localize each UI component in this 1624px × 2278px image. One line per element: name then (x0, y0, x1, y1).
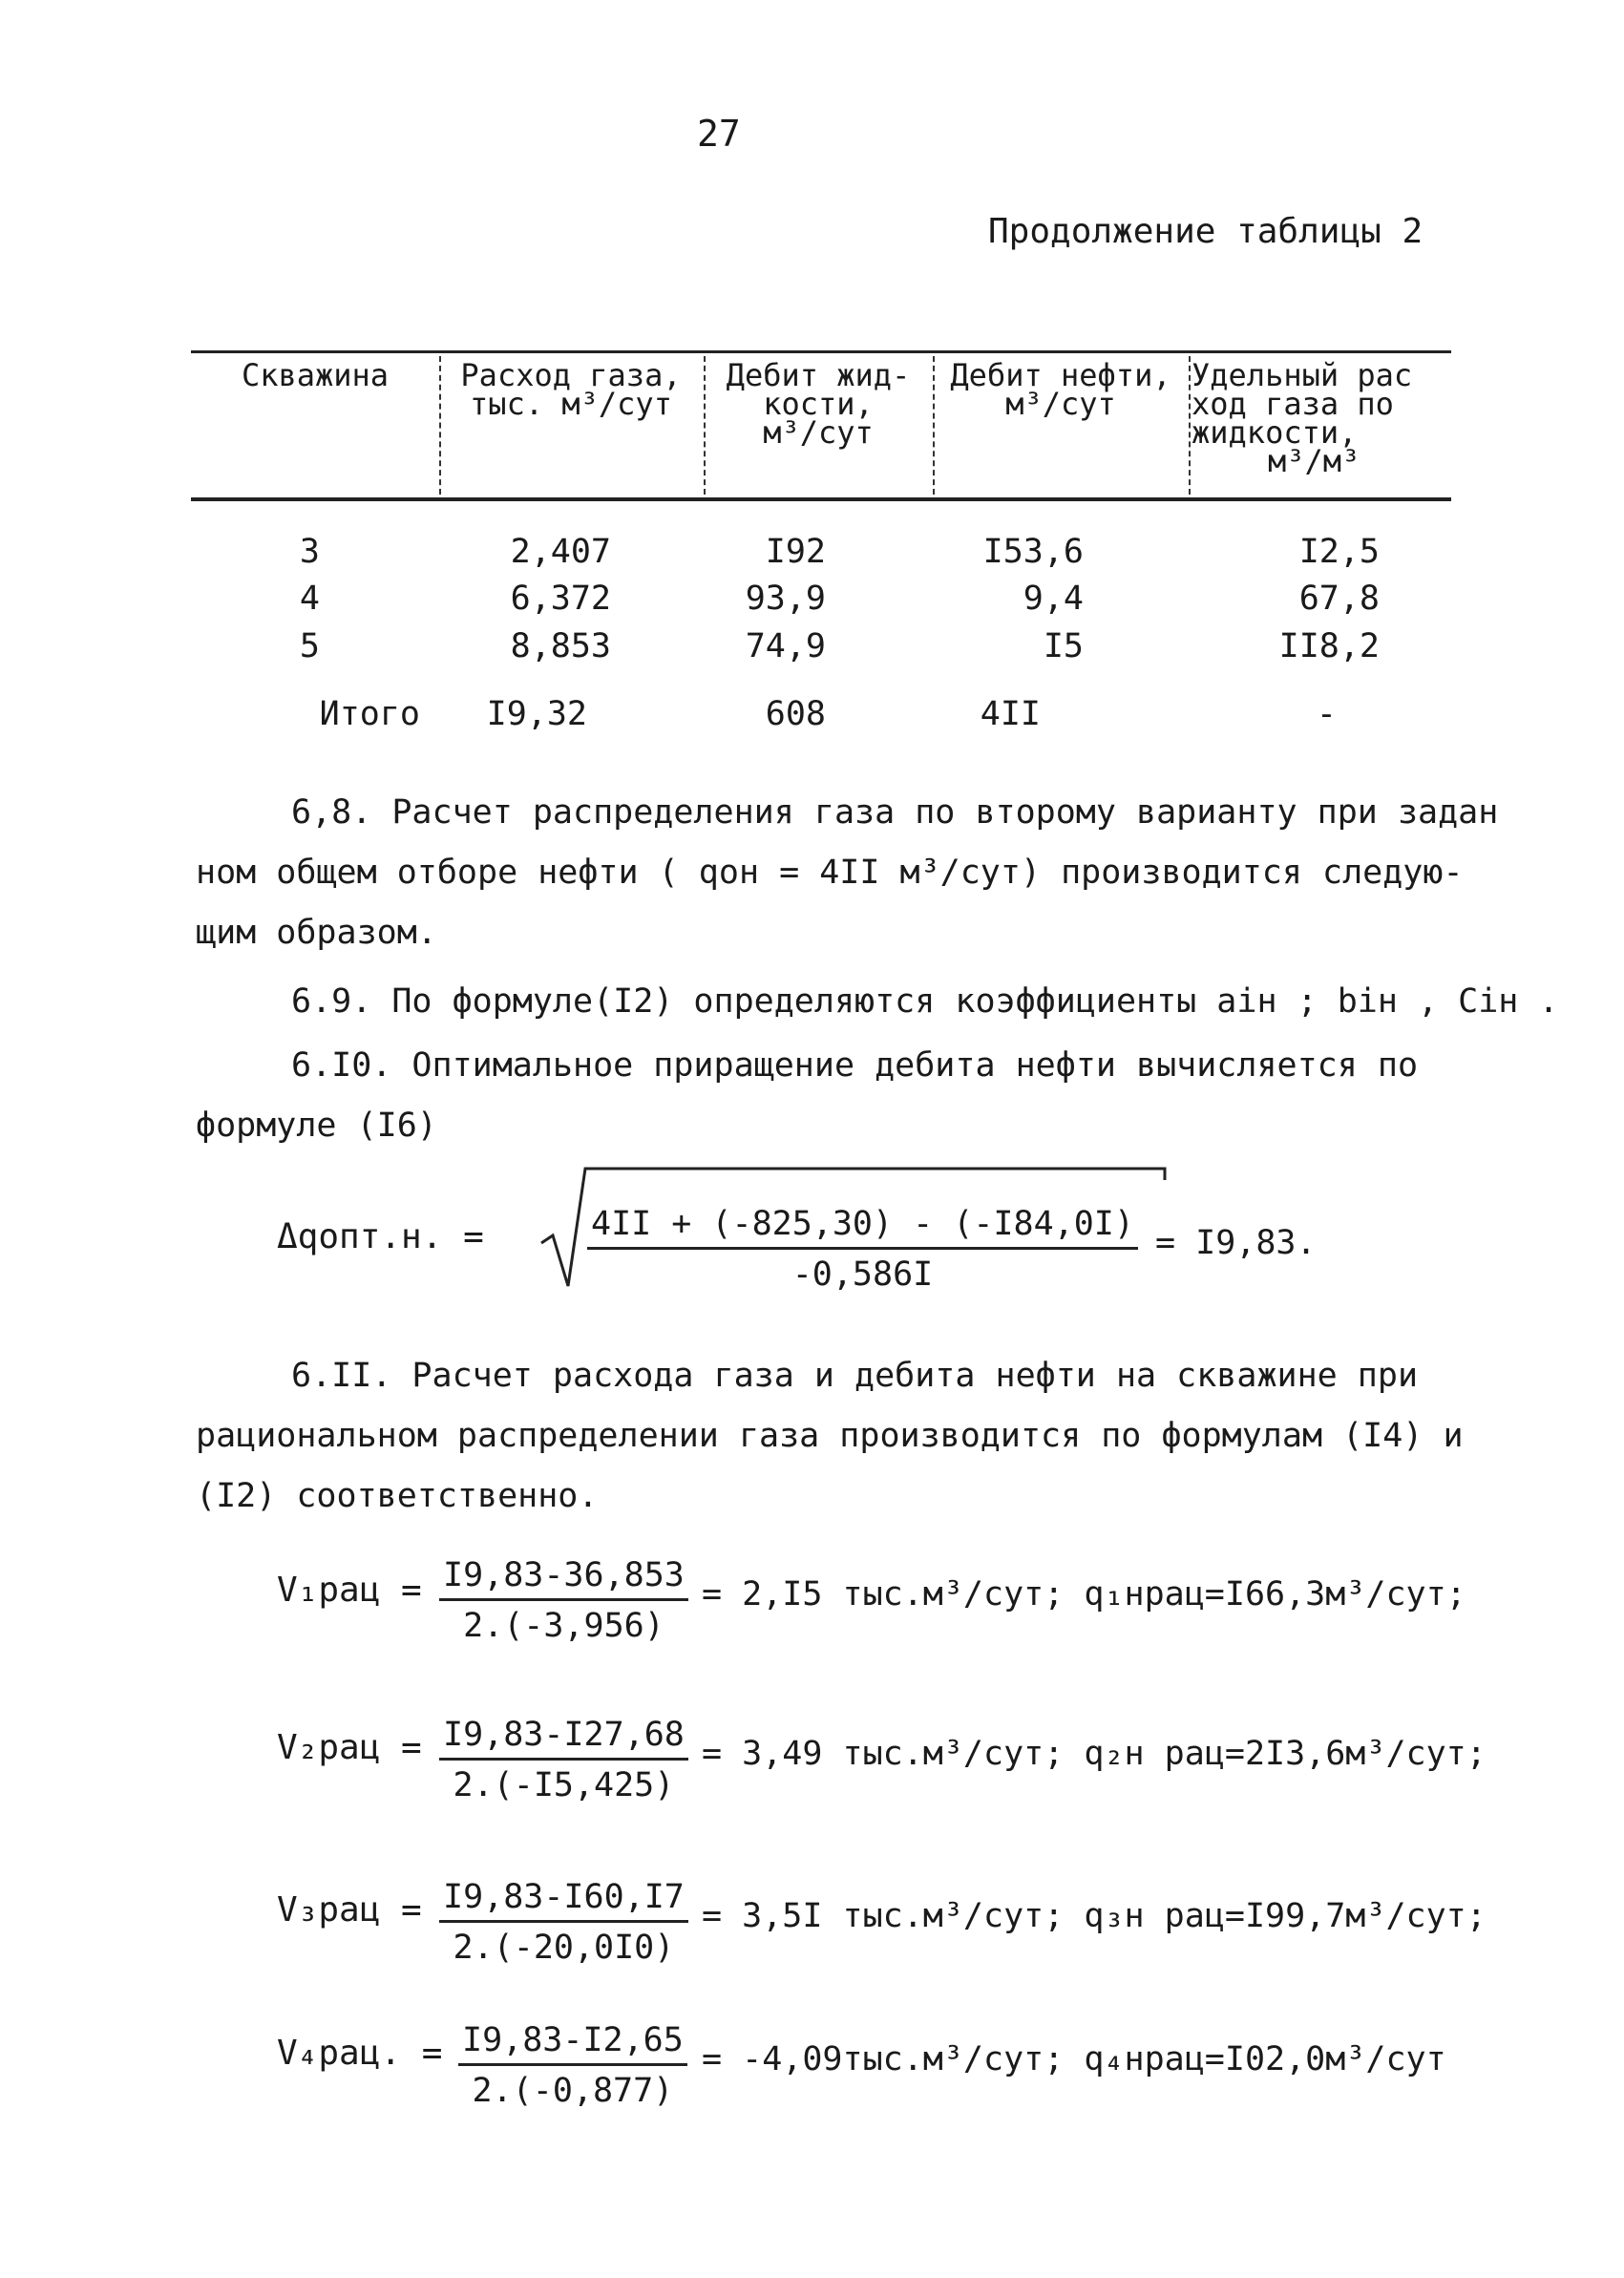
column-separator (1189, 356, 1191, 495)
table-cell: 6,372 (510, 580, 611, 618)
formula-opt-denominator: -0,586I (791, 1255, 934, 1294)
column-separator (704, 356, 706, 495)
table-cell: I92 (765, 533, 826, 571)
formula-lhs: V₁рац = (277, 1571, 422, 1610)
formula-numerator: I9,83-I27,68 (439, 1716, 688, 1761)
header-gas-flow (441, 357, 701, 422)
formula-fraction (439, 1716, 688, 1804)
text-line: 6,8. Расчет распределения газа по второму варианту при задан (291, 793, 1499, 832)
header-line: м³/м³ (1268, 443, 1360, 479)
table-cell: 9,4 (1023, 580, 1084, 618)
column-separator (933, 356, 935, 495)
formula-denominator: 2.(-3,956) (463, 1607, 664, 1645)
formula-result: = 3,49 тыс.м³/сут; q₂н рац=2I3,6м³/сут; (702, 1735, 1487, 1773)
table-cell: I5 (1043, 627, 1084, 665)
paragraph-6-9: 6.9. По формуле(I2) определяются коэффициенты aiн ; biн , Ciн . (291, 982, 1559, 1021)
text-line: щим образом. (196, 914, 437, 952)
header-well (196, 357, 434, 393)
formula-numerator: I9,83-36,853 (439, 1556, 688, 1601)
formula-denominator: 2.(-0,877) (472, 2072, 674, 2110)
formula-opt-numerator: 4II + (-825,30) - (-I84,0I) (587, 1205, 1138, 1250)
formula-lhs: V₃рац = (277, 1890, 422, 1930)
table-cell: 67,8 (1298, 580, 1380, 618)
header-line: кости, (763, 386, 874, 422)
header-line: Расход газа, (460, 357, 682, 393)
header-line: Удельный рас (1192, 357, 1413, 393)
header-line: ход газа по (1192, 386, 1394, 422)
header-line: жидкости, (1192, 414, 1358, 451)
header-oil-rate (936, 357, 1186, 422)
table-cell: I53,6 (982, 533, 1084, 571)
table-caption: Продолжение таблицы 2 (988, 212, 1424, 251)
formula-lhs: V₂рац = (277, 1728, 422, 1767)
formula-numerator: I9,83-I60,I7 (439, 1878, 688, 1923)
formula-numerator: I9,83-I2,65 (458, 2021, 687, 2066)
table-cell: 8,853 (510, 627, 611, 665)
formula-opt-fraction (587, 1205, 1138, 1294)
table-cell: 93,9 (745, 580, 826, 618)
formula-result: = 3,5I тыс.м³/сут; q₃н рац=I99,7м³/сут; (702, 1897, 1487, 1935)
formula-result: = 2,I5 тыс.м³/сут; q₁нрац=I66,3м³/сут; (702, 1575, 1466, 1614)
header-line: Скважина (241, 357, 390, 393)
text-line: (I2) соответственно. (196, 1477, 599, 1515)
text-line: 6.II. Расчет расхода газа и дебита нефти на скважине при (291, 1357, 1419, 1395)
formula-opt-result: = I9,83. (1155, 1224, 1317, 1262)
table-cell: 608 (765, 695, 826, 733)
table-cell: II8,2 (1278, 627, 1380, 665)
header-line: Дебит нефти, (950, 357, 1171, 393)
formula-fraction (439, 1556, 688, 1645)
table-cell: 4II (980, 695, 1041, 733)
formula-opt-lhs: Δqопт.н. = (277, 1217, 484, 1256)
header-line: тыс. м³/сут (470, 386, 672, 422)
table-cell: I2,5 (1298, 533, 1380, 571)
formula-denominator: 2.(-20,0I0) (453, 1929, 675, 1967)
paragraph-6-10 (196, 1036, 1418, 1156)
text-line: рациональном распределении газа производится по формулам (I4) и (196, 1417, 1464, 1455)
paragraph-6-11 (196, 1346, 1464, 1527)
paragraph-6-8 (196, 783, 1498, 963)
table-top-rule (191, 350, 1451, 353)
header-line: м³/сут (763, 414, 874, 451)
formula-lhs: V₄рац. = (277, 2034, 443, 2073)
formula-fraction (458, 2021, 687, 2110)
formula-denominator: 2.(-I5,425) (453, 1766, 675, 1804)
table-cell: 3 (299, 533, 320, 571)
table-cell: I9,32 (486, 695, 587, 733)
table-cell: - (1316, 695, 1337, 733)
text-line: 6.I0. Оптимальное приращение дебита нефти вычисляется по (291, 1046, 1419, 1085)
table-cell: 74,9 (745, 627, 826, 665)
header-line: м³/сут (1005, 386, 1116, 422)
table-cell: 4 (299, 580, 320, 618)
header-liquid-rate (707, 357, 930, 451)
formula-result: = -4,09тыс.м³/сут; q₄нрац=I02,0м³/сут (702, 2040, 1446, 2078)
header-specific-gas (1192, 357, 1454, 479)
formula-fraction (439, 1878, 688, 1967)
table-total-label: Итого (319, 695, 420, 733)
table-cell: 2,407 (510, 533, 611, 571)
header-line: Дебит жид- (726, 357, 911, 393)
page-number: 27 (697, 113, 741, 155)
table-cell: 5 (299, 627, 320, 665)
text-line: ном общем отборе нефти ( qон = 4II м³/сут) производится следую- (196, 854, 1464, 892)
table-header-rule (191, 497, 1451, 501)
text-line: формуле (I6) (196, 1107, 437, 1145)
